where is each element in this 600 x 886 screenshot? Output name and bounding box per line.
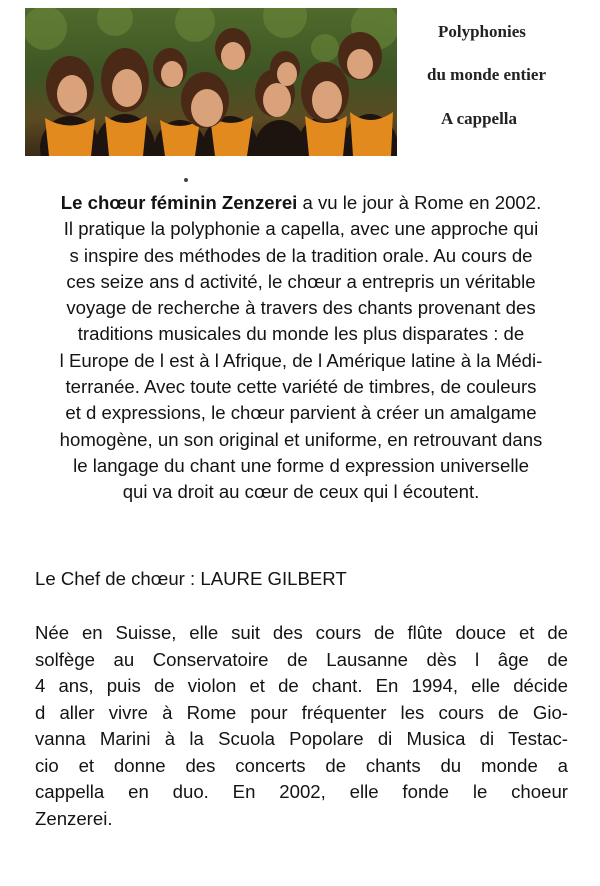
tagline-world: du monde entier [427, 65, 546, 84]
intro-line [14, 190, 588, 216]
choir-name-bold: Le chœur féminin Zenzerei [60, 192, 298, 213]
bio-line: d aller vivre à Rome pour fréquenter les cours de Gio- [35, 701, 568, 723]
intro-line: voyage de recherche à travers des chants provenant des [66, 297, 536, 319]
intro-line: Il pratique la polyphonie a capella, avec une approche qui [63, 218, 539, 240]
intro-line: ces seize ans d activité, le chœur a entrepris un véritable [66, 270, 536, 292]
intro-line: traditions musicales du monde les plus disparates : de [77, 323, 525, 345]
bio-line: Zenzerei. [35, 807, 113, 829]
intro-line: et d expressions, le chœur parvient à créer un amalgame [65, 402, 537, 424]
intro-line-rest: a vu le jour à Rome en 2002. [297, 192, 542, 213]
intro-line: l Europe de l est à l Afrique, de l Amérique latine à la Médi- [59, 349, 543, 371]
director-bio-paragraph [35, 620, 568, 832]
tagline-acappella: A cappella [441, 109, 518, 128]
stray-dot [184, 178, 188, 182]
choir-group-photo [25, 8, 397, 156]
intro-line: s inspire des méthodes de la tradition orale. Au cours de [69, 244, 533, 266]
bio-line: Née en Suisse, elle suit des cours de flûte douce et de [35, 622, 568, 643]
bio-line: 4 ans, puis de violon et de chant. En 1994, elle décide [35, 675, 568, 696]
intro-line: le langage du chant une forme d expression universelle [73, 454, 529, 476]
intro-line: qui va droit au cœur de ceux qui l écoutent. [122, 481, 480, 503]
bio-line: solfège au Conservatoire de Lausanne dès l âge de [35, 648, 568, 670]
choir-director-heading: Le Chef de chœur : LAURE GILBERT [35, 568, 347, 589]
bio-line: cappella en duo. En 2002, elle fonde le choeur [35, 781, 568, 802]
tagline-polyphonies: Polyphonies [438, 22, 526, 41]
intro-line: terranée. Avec toute cette variété de timbres, de couleurs [65, 376, 537, 398]
intro-paragraph [14, 190, 588, 506]
intro-line: homogène, un son original et uniforme, en retrouvant dans [59, 428, 543, 450]
bio-line: cio et donne des concerts de chants du monde a [35, 754, 568, 776]
bio-line: vanna Marini à la Scuola Popolare di Musica di Testac- [35, 728, 568, 749]
choir-photo-illustration [25, 8, 397, 156]
